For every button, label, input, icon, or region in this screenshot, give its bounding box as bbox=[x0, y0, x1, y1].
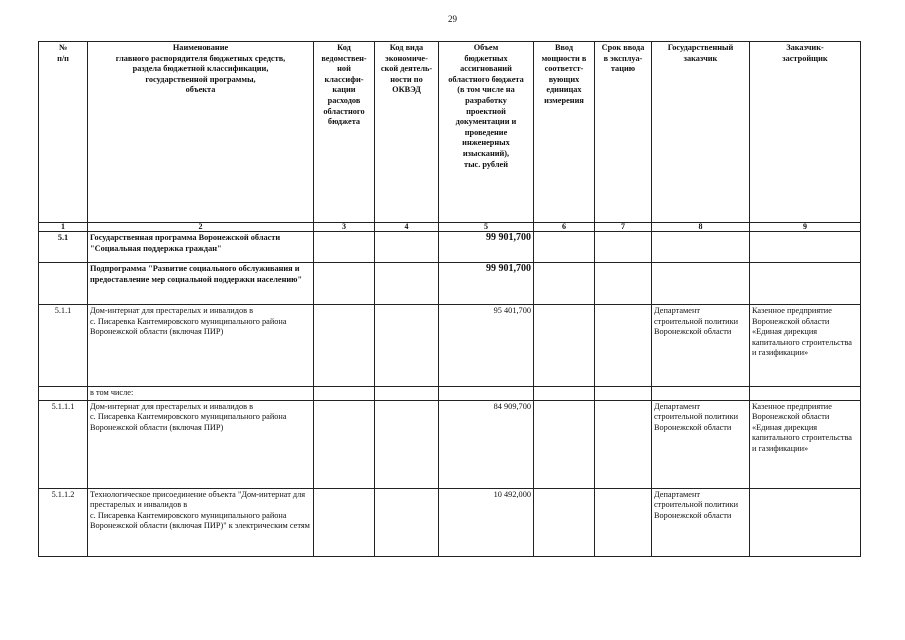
header-cell bbox=[750, 42, 861, 223]
table-row bbox=[39, 488, 861, 556]
header-cell bbox=[39, 42, 88, 223]
row-name: Подпрограмма "Развитие социального обслуживания и предоставление мер социальной поддержки населению" bbox=[88, 263, 314, 305]
row-amount: 84 909,700 bbox=[439, 400, 534, 488]
row-amount: 99 901,700 bbox=[439, 263, 534, 305]
table-row bbox=[39, 400, 861, 488]
row-customer: Департамент строительной политики Воронежской области bbox=[652, 305, 750, 387]
column-number: 7 bbox=[595, 223, 652, 232]
header-text: Государственный заказчик bbox=[667, 43, 734, 63]
row-amount: 10 492,000 bbox=[439, 488, 534, 556]
row-customer bbox=[652, 232, 750, 263]
header-cell bbox=[595, 42, 652, 223]
column-number-row bbox=[39, 223, 861, 232]
column-number: 9 bbox=[750, 223, 861, 232]
row-name: Технологическое присоединение объекта "Дом-интернат для престарелых и инвалидов в с. Писаревка Кантемировского муниципального района Воронежской области (включая ПИР)" к электрическим сетям bbox=[88, 488, 314, 556]
column-number: 1 bbox=[39, 223, 88, 232]
header-row bbox=[39, 42, 861, 223]
row-amount: 95 401,700 bbox=[439, 305, 534, 387]
row-name: Государственная программа Воронежской области "Социальная поддержка граждан" bbox=[88, 232, 314, 263]
table-row bbox=[39, 263, 861, 305]
row-name: Дом-интернат для престарелых и инвалидов в с. Писаревка Кантемировского муниципального района Воронежской области (включая ПИР) bbox=[88, 305, 314, 387]
header-cell bbox=[534, 42, 595, 223]
table-row bbox=[39, 232, 861, 263]
header-text: Срок ввода в эксплуа- тацию bbox=[601, 43, 645, 74]
row-developer: Казенное предприятие Воронежской области «Единая дирекция капитального строительства и газификации» bbox=[750, 400, 861, 488]
column-number: 6 bbox=[534, 223, 595, 232]
row-number bbox=[39, 387, 88, 401]
column-number: 3 bbox=[314, 223, 375, 232]
column-number: 4 bbox=[375, 223, 439, 232]
header-text: Код ведомствен- ной классифи- кации расходов областного бюджета bbox=[321, 43, 367, 127]
row-number: 5.1.1.2 bbox=[39, 488, 88, 556]
header-text: Заказчик- застройщик bbox=[782, 43, 828, 63]
header-cell bbox=[314, 42, 375, 223]
table-row bbox=[39, 305, 861, 387]
header-text: Наименование главного распорядителя бюджетных средств, раздела бюджетной классификации, государственной программы, объекта bbox=[115, 43, 286, 95]
header-text: Объем бюджетных ассигнований областного бюджета (в том числе на разработку проектной документации и проведение инженерных изысканий), тыс. рублей bbox=[448, 43, 524, 169]
row-name: Дом-интернат для престарелых и инвалидов в с. Писаревка Кантемировского муниципального района Воронежской области (включая ПИР) bbox=[88, 400, 314, 488]
header-cell bbox=[88, 42, 314, 223]
header-text: Ввод мощности в соответст- вующих единицах измерения bbox=[541, 43, 587, 105]
header-cell bbox=[652, 42, 750, 223]
header-text: Код вида экономиче- ской деятель- ности по ОКВЭД bbox=[380, 43, 433, 95]
column-number: 2 bbox=[88, 223, 314, 232]
row-amount: 99 901,700 bbox=[439, 232, 534, 263]
header-text: № п/п bbox=[57, 43, 69, 63]
page-number: 29 bbox=[448, 14, 457, 24]
row-developer bbox=[750, 263, 861, 305]
row-developer bbox=[750, 488, 861, 556]
row-developer: Казенное предприятие Воронежской области «Единая дирекция капитального строительства и газификации» bbox=[750, 305, 861, 387]
budget-table bbox=[38, 41, 861, 557]
column-number: 5 bbox=[439, 223, 534, 232]
header-cell bbox=[375, 42, 439, 223]
row-customer bbox=[652, 387, 750, 401]
row-number bbox=[39, 263, 88, 305]
row-number: 5.1.1 bbox=[39, 305, 88, 387]
row-number: 5.1.1.1 bbox=[39, 400, 88, 488]
row-customer: Департамент строительной политики Воронежской области bbox=[652, 400, 750, 488]
row-customer: Департамент строительной политики Воронежской области bbox=[652, 488, 750, 556]
table-row bbox=[39, 387, 861, 401]
row-customer bbox=[652, 263, 750, 305]
column-number: 8 bbox=[652, 223, 750, 232]
row-developer bbox=[750, 232, 861, 263]
row-amount bbox=[439, 387, 534, 401]
row-number: 5.1 bbox=[39, 232, 88, 263]
header-cell bbox=[439, 42, 534, 223]
row-developer bbox=[750, 387, 861, 401]
row-name: в том числе: bbox=[88, 387, 314, 401]
